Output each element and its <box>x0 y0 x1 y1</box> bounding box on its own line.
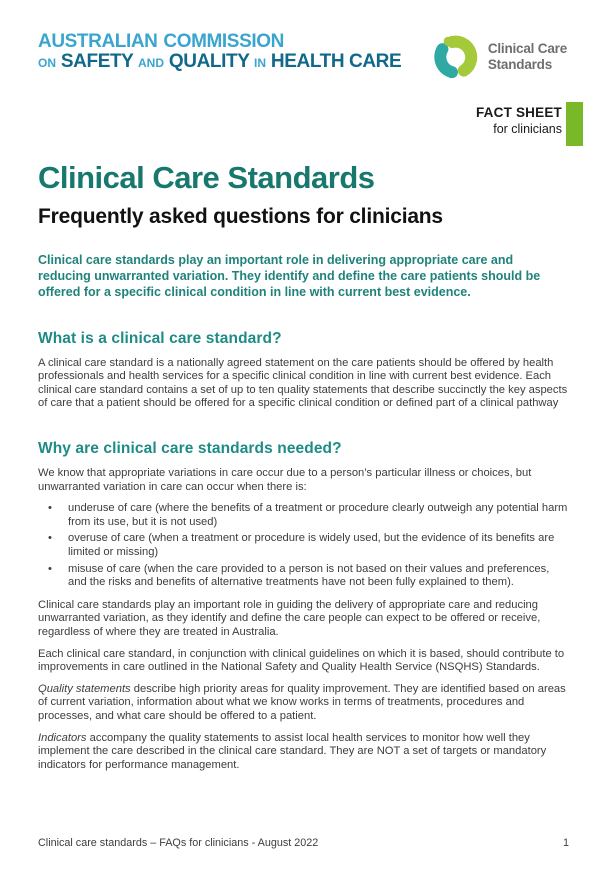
page-footer <box>38 837 569 849</box>
quality-statements-text: describe high priority areas for quality improvement. They are identified based on areas of current variation, information about what we know works in terms of treatments, procedures and processes, and what care should be offered to a patient. <box>38 682 566 722</box>
list-item <box>38 502 569 529</box>
list-item <box>38 532 569 559</box>
commission-word-quality: QUALITY <box>168 50 250 72</box>
list-item-text: misuse of care (when the care provided to a person is not based on their values and preferences, and the risks and benefits of alternative treatments have not been fully explained to them). <box>68 562 550 589</box>
quality-statements-term: Quality statements <box>38 682 131 695</box>
fact-sheet-label-block <box>476 102 562 136</box>
commission-logo-line2 <box>38 52 401 72</box>
page-subtitle: Frequently asked questions for clinicians <box>38 205 443 228</box>
fact-sheet-audience: for clinicians <box>493 122 562 136</box>
footer-page-number: 1 <box>562 837 569 849</box>
bullet-icon: • <box>48 502 52 515</box>
commission-logo <box>38 32 401 72</box>
indicators-paragraph <box>38 732 569 773</box>
section2-paragraph-2: Clinical care standards play an important role in guiding the delivery of appropriate care and reducing unwarranted variation, as they identify and define the care people can expect to be offered or receive, regardless of where they are treated in Australia. <box>38 598 541 638</box>
footer-document-title: Clinical care standards – FAQs for clinicians - August 2022 <box>38 837 319 849</box>
clinical-care-standards-logo-text <box>488 41 567 72</box>
header <box>38 32 569 80</box>
commission-word-on: ON <box>38 55 56 70</box>
list-item <box>38 563 569 590</box>
commission-word-in: IN <box>254 55 267 70</box>
fact-sheet-title: FACT SHEET <box>475 105 562 120</box>
indicators-text: accompany the quality statements to assist local health services to monitor how well they implement the care described in the clinical care standard. They are NOT a set of targets or mandatory indicators for performance management. <box>38 731 547 771</box>
list-item-text: overuse of care (when a treatment or procedure is widely used, but the evidence of its benefits are limited or missing) <box>68 532 555 558</box>
clinical-care-standards-ring-icon <box>433 34 479 80</box>
section-heading-why-needed: Why are clinical care standards needed? <box>38 440 342 457</box>
clinical-care-standards-logo <box>433 34 567 80</box>
bullet-icon: • <box>48 532 52 545</box>
fact-sheet-banner <box>38 102 583 146</box>
commission-logo-line1: AUSTRALIAN COMMISSION <box>38 31 284 52</box>
variation-bullet-list <box>38 502 569 590</box>
ccs-logo-line2: Standards <box>487 57 553 72</box>
list-item-text: underuse of care (where the benefits of a treatment or procedure clearly outweigh any potential harm from its use, but it is not used) <box>68 502 568 528</box>
indicators-term: Indicators <box>38 731 87 744</box>
section2-paragraph-1: We know that appropriate variations in care occur due to a person’s particular illness or choices, but unwarranted variation in care can occur when there is: <box>38 467 532 493</box>
commission-word-safety: SAFETY <box>60 50 134 72</box>
section-heading-what-is: What is a clinical care standard? <box>38 329 282 347</box>
bullet-icon: • <box>48 562 52 575</box>
commission-word-health: HEALTH CARE <box>270 50 402 72</box>
quality-statements-paragraph <box>38 683 569 724</box>
section2-paragraph-3: Each clinical care standard, in conjunction with clinical guidelines on which it is based, should contribute to improvements in care outlined in the National Safety and Quality Health Service (NSQHS) Standards. <box>38 647 565 674</box>
intro-paragraph: Clinical care standards play an important role in delivering appropriate care and reducing unwarranted variation. They identify and define the care patients should be offered for a specific clinical condition in line with current best evidence. <box>38 253 541 299</box>
section1-paragraph: A clinical care standard is a nationally agreed statement on the care patients should be offered by health professionals and health services for a specific clinical condition in line with current best evidence. Each clinical care standard contains a set of up to ten quality statements that describe succinctly the key aspects of care that a patient should be offered for a specific clinical condition or defined part of a clinical pathway <box>38 356 568 410</box>
green-accent-bar <box>566 102 583 146</box>
commission-word-and: AND <box>138 55 164 70</box>
ccs-logo-line1: Clinical Care <box>487 41 567 57</box>
page-title: Clinical Care Standards <box>38 160 375 195</box>
